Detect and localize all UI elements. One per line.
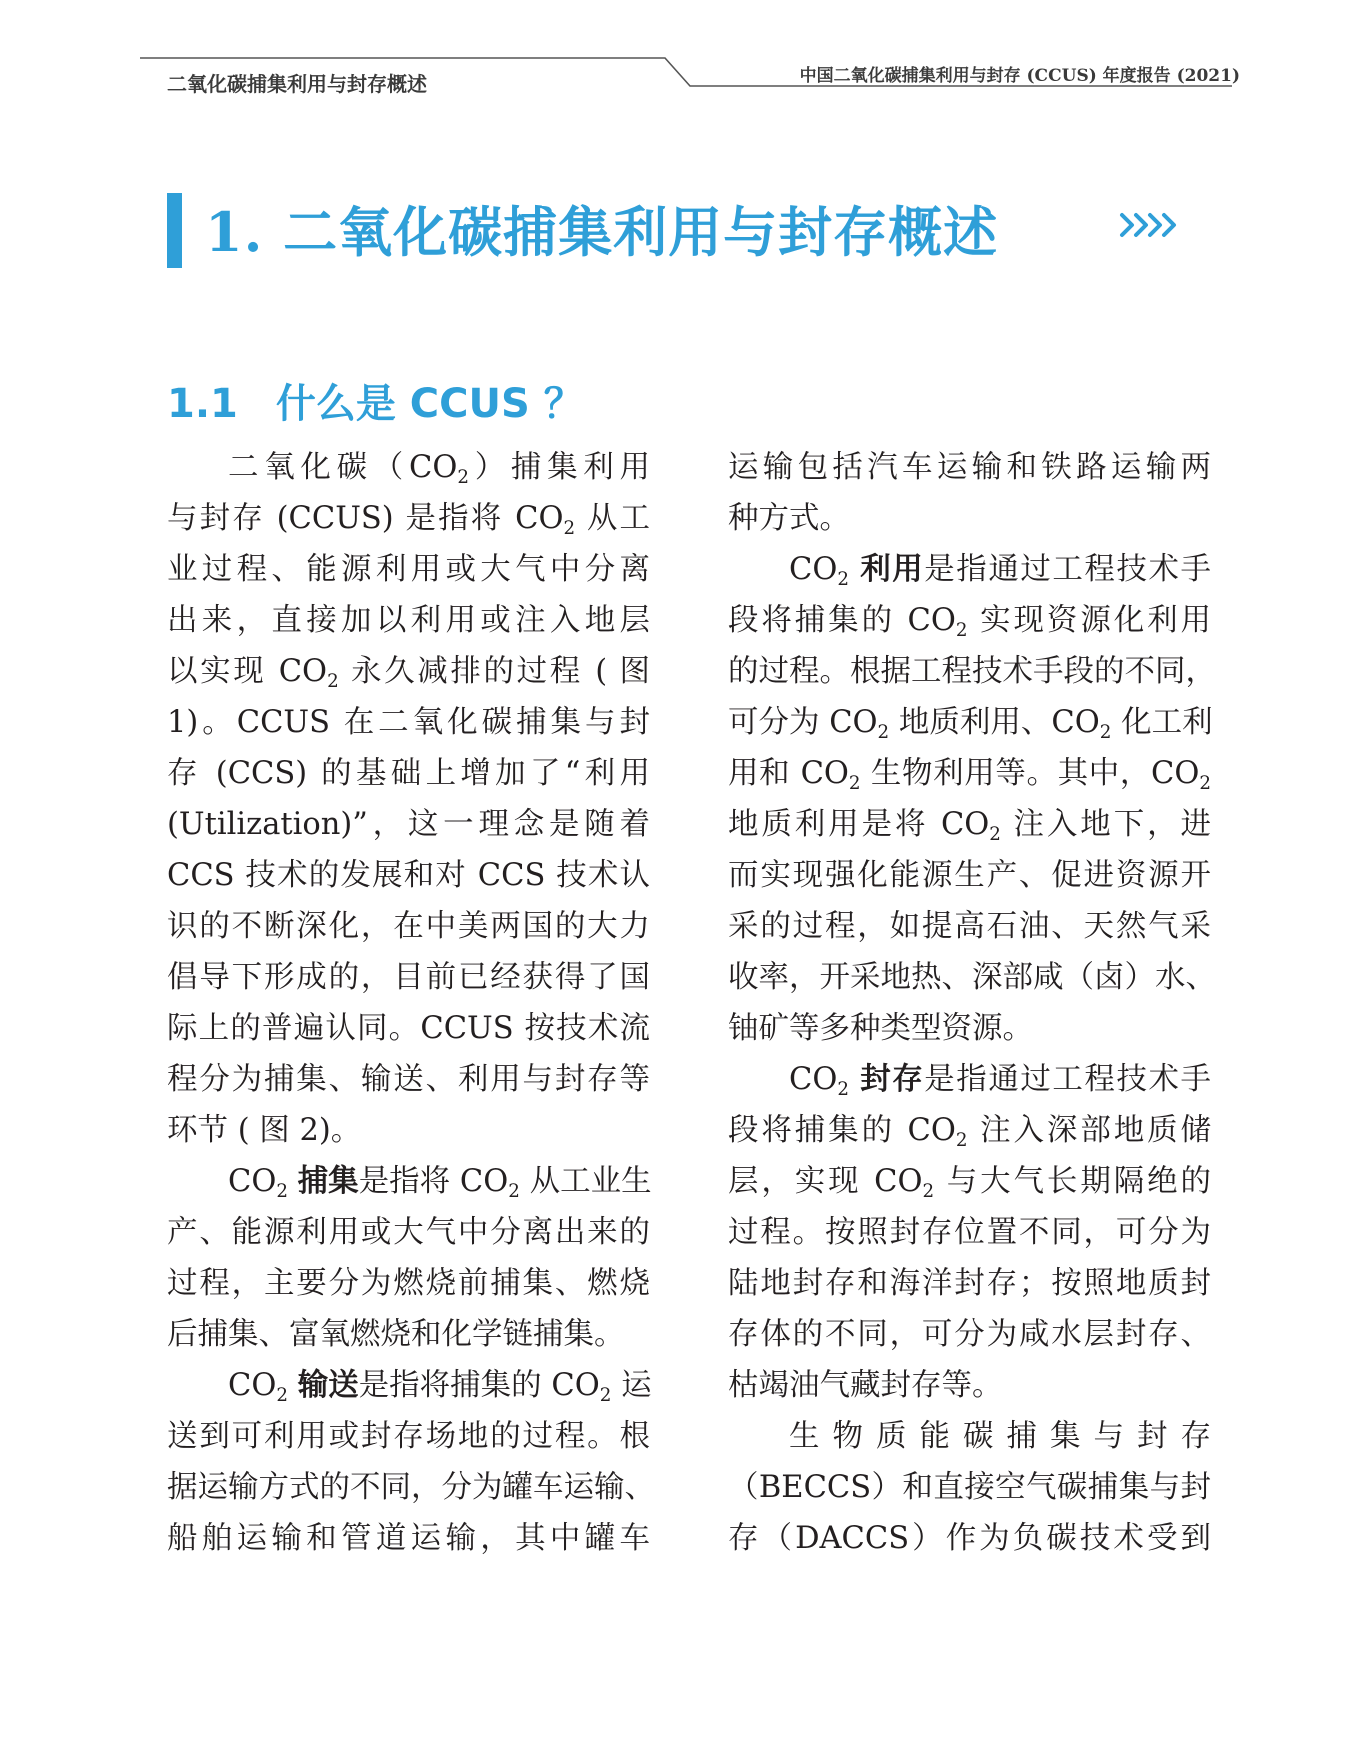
text-line: $CO_2$ 输送是指将捕集的 $CO_2$ 运: [228, 1368, 652, 1406]
text-line: 以实现 $CO_2$ 永久减排的过程 ( 图: [167, 654, 650, 692]
text-line: 识的不断深化，在中美两国的大力: [167, 909, 650, 944]
text-line: 倡导下形成的，目前已经获得了国: [167, 960, 650, 995]
text-line: 出来，直接加以利用或注入地层: [167, 603, 650, 638]
text-line: $CO_2$ 封存是指通过工程技术手: [789, 1062, 1212, 1100]
text-line: 业过程、能源利用或大气中分离: [167, 552, 650, 587]
text-line: 产、能源利用或大气中分离出来的: [167, 1215, 650, 1250]
section-heading: [167, 372, 584, 429]
text-line: 铀矿等多种类型资源。: [728, 1011, 1033, 1046]
term-utilization: 利用: [860, 552, 925, 587]
text-column-right: [728, 442, 1216, 1564]
text-column-left: [167, 442, 655, 1564]
text-line: 过程，主要分为燃烧前捕集、燃烧: [167, 1266, 650, 1301]
text-line: 可分为 $CO_2$ 地质利用、$CO_2$ 化工利: [728, 705, 1213, 743]
text-line: 枯竭油气藏封存等。: [728, 1368, 1003, 1403]
text-line: 段将捕集的 $CO_2$ 注入深部地质储: [728, 1113, 1211, 1151]
text-line: 陆地封存和海洋封存；按照地质封: [728, 1266, 1211, 1301]
text-line: 程分为捕集、输送、利用与封存等: [167, 1062, 650, 1097]
term-transport: 输送: [297, 1368, 359, 1403]
text-line: 种方式。: [728, 501, 850, 536]
running-header-left: 二氧化碳捕集利用与封存概述: [167, 72, 427, 96]
text-line: 存 (CCS) 的基础上增加了“利用: [167, 756, 650, 791]
text-line: 际上的普遍认同。CCUS 按技术流: [167, 1011, 650, 1046]
text-line: （BECCS）和直接空气碳捕集与封: [728, 1470, 1211, 1505]
text-line: 送到可利用或封存场地的过程。根: [167, 1419, 650, 1454]
term-capture: 捕集: [297, 1164, 359, 1199]
term-storage: 封存: [860, 1062, 925, 1097]
text-line: $CO_2$ 捕集是指将 $CO_2$ 从工业生: [228, 1164, 652, 1202]
text-line: 存（DACCS）作为负碳技术受到: [728, 1521, 1211, 1556]
chapter-title: 1. 二氧化碳捕集利用与封存概述: [205, 200, 999, 264]
text-line: 1)。CCUS 在二氧化碳捕集与封: [167, 705, 650, 740]
running-header-right: 中国二氧化碳捕集利用与封存 (CCUS) 年度报告 (2021): [799, 66, 1240, 86]
section-title: 什么是 CCUS ？: [275, 381, 584, 427]
text-line: 生物质能碳捕集与封存: [789, 1419, 1211, 1454]
text-line: $CO_2$ 利用是指通过工程技术手: [789, 552, 1212, 590]
text-line: 的过程。根据工程技术手段的不同，: [728, 654, 1216, 689]
text-line: 用和 $CO_2$ 生物利用等。其中，$CO_2$: [728, 756, 1211, 794]
text-line: 存体的不同，可分为咸水层封存、: [728, 1317, 1211, 1352]
text-line: 与封存 (CCUS) 是指将 $CO_2$ 从工: [167, 501, 650, 539]
text-line: 船舶运输和管道运输，其中罐车: [167, 1521, 650, 1556]
text-line: 运输包括汽车运输和铁路运输两: [728, 450, 1211, 485]
text-line: 二氧化碳$(CO_2)$捕集利用: [228, 450, 651, 488]
title-accent-bar: [167, 193, 182, 268]
text-line: 据运输方式的不同，分为罐车运输、: [167, 1470, 655, 1505]
text-line: 环节 ( 图 2)。: [167, 1113, 362, 1148]
text-line: 层，实现 $CO_2$ 与大气长期隔绝的: [728, 1164, 1211, 1202]
text-line: 收率，开采地热、深部咸（卤）水、: [728, 960, 1216, 995]
text-line: 地质利用是将 $CO_2$ 注入地下，进: [728, 807, 1211, 845]
header-divider: [0, 0, 1360, 120]
text-line: 采的过程，如提高石油、天然气采: [728, 909, 1211, 944]
text-line: 段将捕集的 $CO_2$ 实现资源化利用: [728, 603, 1211, 641]
text-line: CCS 技术的发展和对 CCS 技术认: [167, 858, 650, 893]
chevron-right-icon: [1118, 205, 1188, 245]
text-line: (Utilization)”，这一理念是随着: [167, 807, 650, 842]
section-number: 1.1: [167, 381, 238, 427]
text-line: 过程。按照封存位置不同，可分为: [728, 1215, 1211, 1250]
text-line: 后捕集、富氧燃烧和化学链捕集。: [167, 1317, 625, 1352]
text-line: 而实现强化能源生产、促进资源开: [728, 858, 1211, 893]
